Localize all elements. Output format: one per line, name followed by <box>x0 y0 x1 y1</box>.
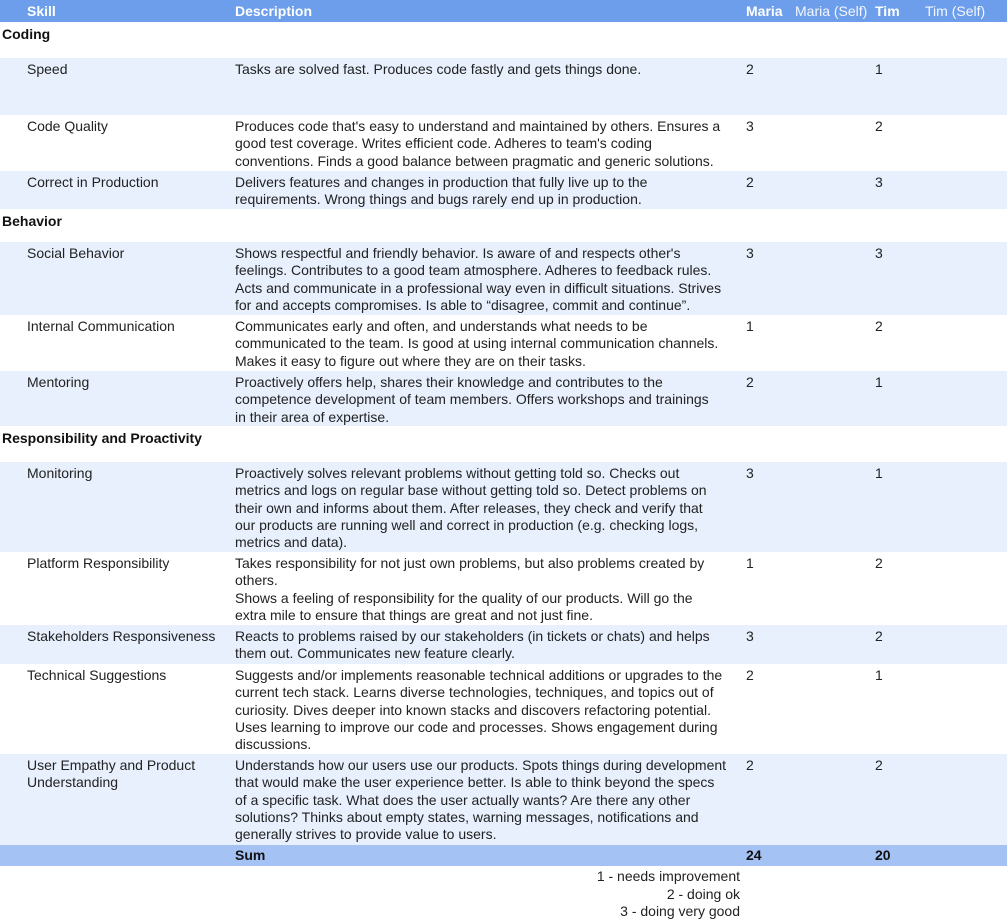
skill-description: Proactively offers help, shares their knowledge and contributes to the competence development of team members. Offers workshops and trainings in their area of expertise. <box>235 374 709 425</box>
tim-score: 2 <box>875 118 883 134</box>
sum-row <box>0 845 1007 866</box>
skill-name: Speed <box>27 61 68 77</box>
skill-description: Produces code that's easy to understand and maintained by others. Ensures a good test coverage. Writes efficient code. Adheres to team's coding conventions. Finds a good balance between pragmatic and generic solutions. <box>235 118 721 169</box>
header-maria-self: Maria (Self) <box>795 3 868 19</box>
header-maria: Maria <box>746 3 783 19</box>
maria-score: 2 <box>746 174 754 190</box>
skill-description: Understands how our users use our products. Spots things during development that would make the user experience better. Is able to think beyond the specs of a specific task. What does the user actually wants? Are there any other solutions? Thinks about empty states, warning messages, notifications and generally strives to provide value to users. <box>235 757 727 843</box>
skill-description: Proactively solves relevant problems without getting told so. Checks out metrics and logs on regular base without getting told so. Detect problems on their own and informs about them. After releases, they check and verify that our products are running well and correct in production (e.g. checking logs, metrics and data). <box>235 465 707 551</box>
skill-name: Mentoring <box>27 374 90 390</box>
table-header <box>0 0 1007 22</box>
category-row-responsibility <box>0 426 1007 462</box>
skill-name: Technical Suggestions <box>27 667 167 683</box>
table-row <box>0 625 1007 664</box>
table-row <box>0 115 1007 171</box>
maria-score: 2 <box>746 374 754 390</box>
header-tim: Tim <box>875 3 900 19</box>
category-row-coding <box>0 22 1007 58</box>
skill-description: Shows respectful and friendly behavior. Is aware of and respects other's feelings. Contributes to a good team atmosphere. Adheres to feedback rules. Acts and communicate in a professional way even in difficult situations. Strives for and accepts compromises. Is able to “disagree, commit and continue”. <box>235 245 722 313</box>
table-row <box>0 58 1007 115</box>
tim-sum: 20 <box>875 847 891 863</box>
header-tim-self: Tim (Self) <box>925 3 986 19</box>
skill-name: Correct in Production <box>27 174 159 190</box>
tim-score: 2 <box>875 628 883 644</box>
tim-score: 2 <box>875 318 883 334</box>
skill-description: Reacts to problems raised by our stakeholders (in tickets or chats) and helps them out. Communicates new feature clearly. <box>235 628 710 662</box>
category-title: Behavior <box>2 213 62 229</box>
maria-score: 2 <box>746 667 754 683</box>
tim-score: 1 <box>875 667 883 683</box>
skill-name: Stakeholders Responsiveness <box>27 628 216 644</box>
table-row <box>0 371 1007 426</box>
maria-score: 2 <box>746 757 754 773</box>
tim-score: 1 <box>875 374 883 390</box>
maria-score: 3 <box>746 628 754 644</box>
header-description: Description <box>235 3 313 19</box>
sum-label: Sum <box>235 847 266 863</box>
maria-score: 1 <box>746 555 754 571</box>
table-row <box>0 462 1007 552</box>
skill-description: Tasks are solved fast. Produces code fastly and gets things done. <box>235 61 642 77</box>
tim-score: 2 <box>875 757 883 773</box>
skill-description: Suggests and/or implements reasonable technical additions or upgrades to the current tech stack. Learns diverse technologies, techniques, and topics out of curiosity. Dives deeper into known stacks and discovers refactoring potential. Uses learning to improve our code and processes. Shows engagement during discussions. <box>235 667 723 753</box>
category-title: Coding <box>2 26 51 42</box>
tim-score: 3 <box>875 174 883 190</box>
maria-score: 3 <box>746 245 754 261</box>
skill-name: User Empathy and Product Understanding <box>27 757 196 791</box>
skill-description: Communicates early and often, and understands what needs to be communicated to the team. Is good at using internal communication channels. Makes it easy to figure out where they are on their tasks. <box>235 318 719 369</box>
maria-score: 3 <box>746 118 754 134</box>
category-title: Responsibility and Proactivity <box>2 430 202 446</box>
table-row <box>0 754 1007 845</box>
category-row-behavior <box>0 209 1007 242</box>
tim-score: 1 <box>875 465 883 481</box>
skill-description: Delivers features and changes in production that fully live up to the requirements. Wrong things and bugs rarely end up in production. <box>235 174 648 208</box>
maria-sum: 24 <box>746 847 762 863</box>
tim-score: 3 <box>875 245 883 261</box>
header-skill: Skill <box>27 3 56 19</box>
skill-name: Monitoring <box>27 465 93 481</box>
skill-name: Code Quality <box>27 118 108 134</box>
table-row <box>0 552 1007 625</box>
maria-score: 1 <box>746 318 754 334</box>
skill-name: Internal Communication <box>27 318 175 334</box>
legend-line-2: 2 - doing ok <box>666 886 740 902</box>
tim-score: 1 <box>875 61 883 77</box>
legend-line-1: 1 - needs improvement <box>596 868 740 884</box>
table-row <box>0 664 1007 754</box>
maria-score: 2 <box>746 61 754 77</box>
skill-description: Takes responsibility for not just own problems, but also problems created by others. Shows a feeling of responsibility for the quality of our products. Will go the extra mile to ensure that things are great and not just fine. <box>235 555 705 623</box>
table-row <box>0 242 1007 315</box>
tim-score: 2 <box>875 555 883 571</box>
legend-line-3: 3 - doing very good <box>620 903 740 919</box>
table-row <box>0 315 1007 371</box>
skill-name: Social Behavior <box>27 245 125 261</box>
table-row <box>0 171 1007 209</box>
skill-name: Platform Responsibility <box>27 555 170 571</box>
maria-score: 3 <box>746 465 754 481</box>
